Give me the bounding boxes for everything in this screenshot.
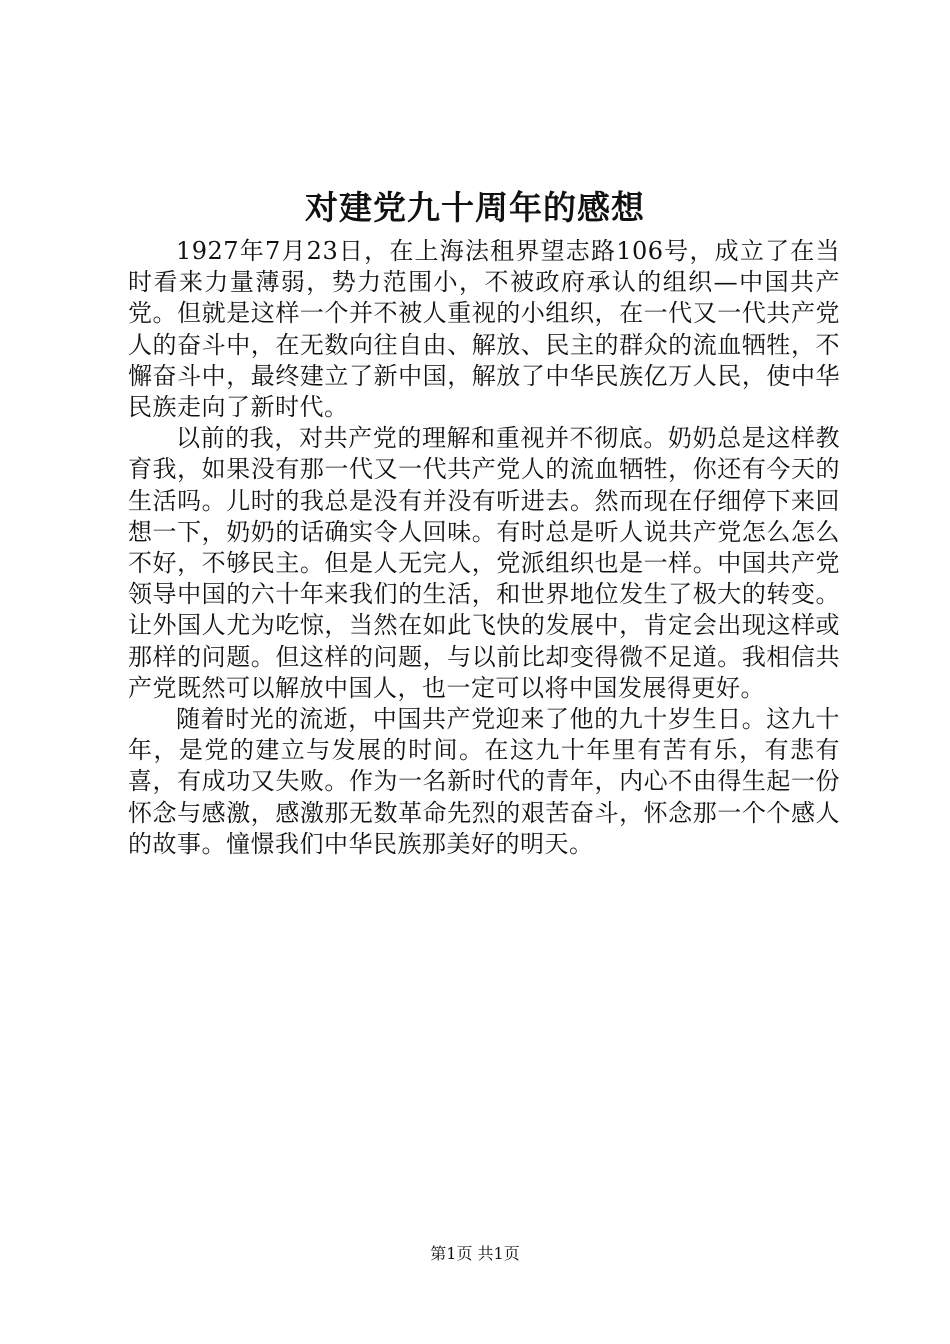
paragraph-3: 随着时光的流逝，中国共产党迎来了他的九十岁生日。这九十年，是党的建立与发展的时间。在这九十年里有苦有乐，有悲有喜，有成功又失败。作为一名新时代的青年，内心不由得生起一份怀念与感激，感激那无数革命先烈的艰苦奋斗，怀念那一个个感人的故事。憧憬我们中华民族那美好的明天。	[128, 705, 840, 858]
document-title: 对建党九十周年的感想	[305, 188, 645, 227]
paragraph-2: 以前的我，对共产党的理解和重视并不彻底。奶奶总是这样教育我，如果没有那一代又一代共产党人的流血牺牲，你还有今天的生活吗。儿时的我总是没有并没有听进去。然而现在仔细停下来回想一下，奶奶的话确实令人回味。有时总是听人说共产党怎么怎么不好，不够民主。但是人无完人，党派组织也是一样。中国共产党领导中国的六十年来我们的生活，和世界地位发生了极大的转变。让外国人尤为吃惊，当然在如此飞快的发展中，肯定会出现这样或那样的问题。但这样的问题，与以前比却变得微不足道。我相信共产党既然可以解放中国人，也一定可以将中国发展得更好。	[128, 424, 840, 702]
document-body	[128, 236, 840, 860]
paragraph-1: 1927年7月23日，在上海法租界望志路106号，成立了在当时看来力量薄弱，势力范围小，不被政府承认的组织—中国共产党。但就是这样一个并不被人重视的小组织，在一代又一代共产党人的奋斗中，在无数向往自由、解放、民主的群众的流血牺牲，不懈奋斗中，最终建立了新中国，解放了中华民族亿万人民，使中华民族走向了新时代。	[128, 237, 840, 422]
page-footer: 第1页 共1页	[430, 1244, 520, 1263]
